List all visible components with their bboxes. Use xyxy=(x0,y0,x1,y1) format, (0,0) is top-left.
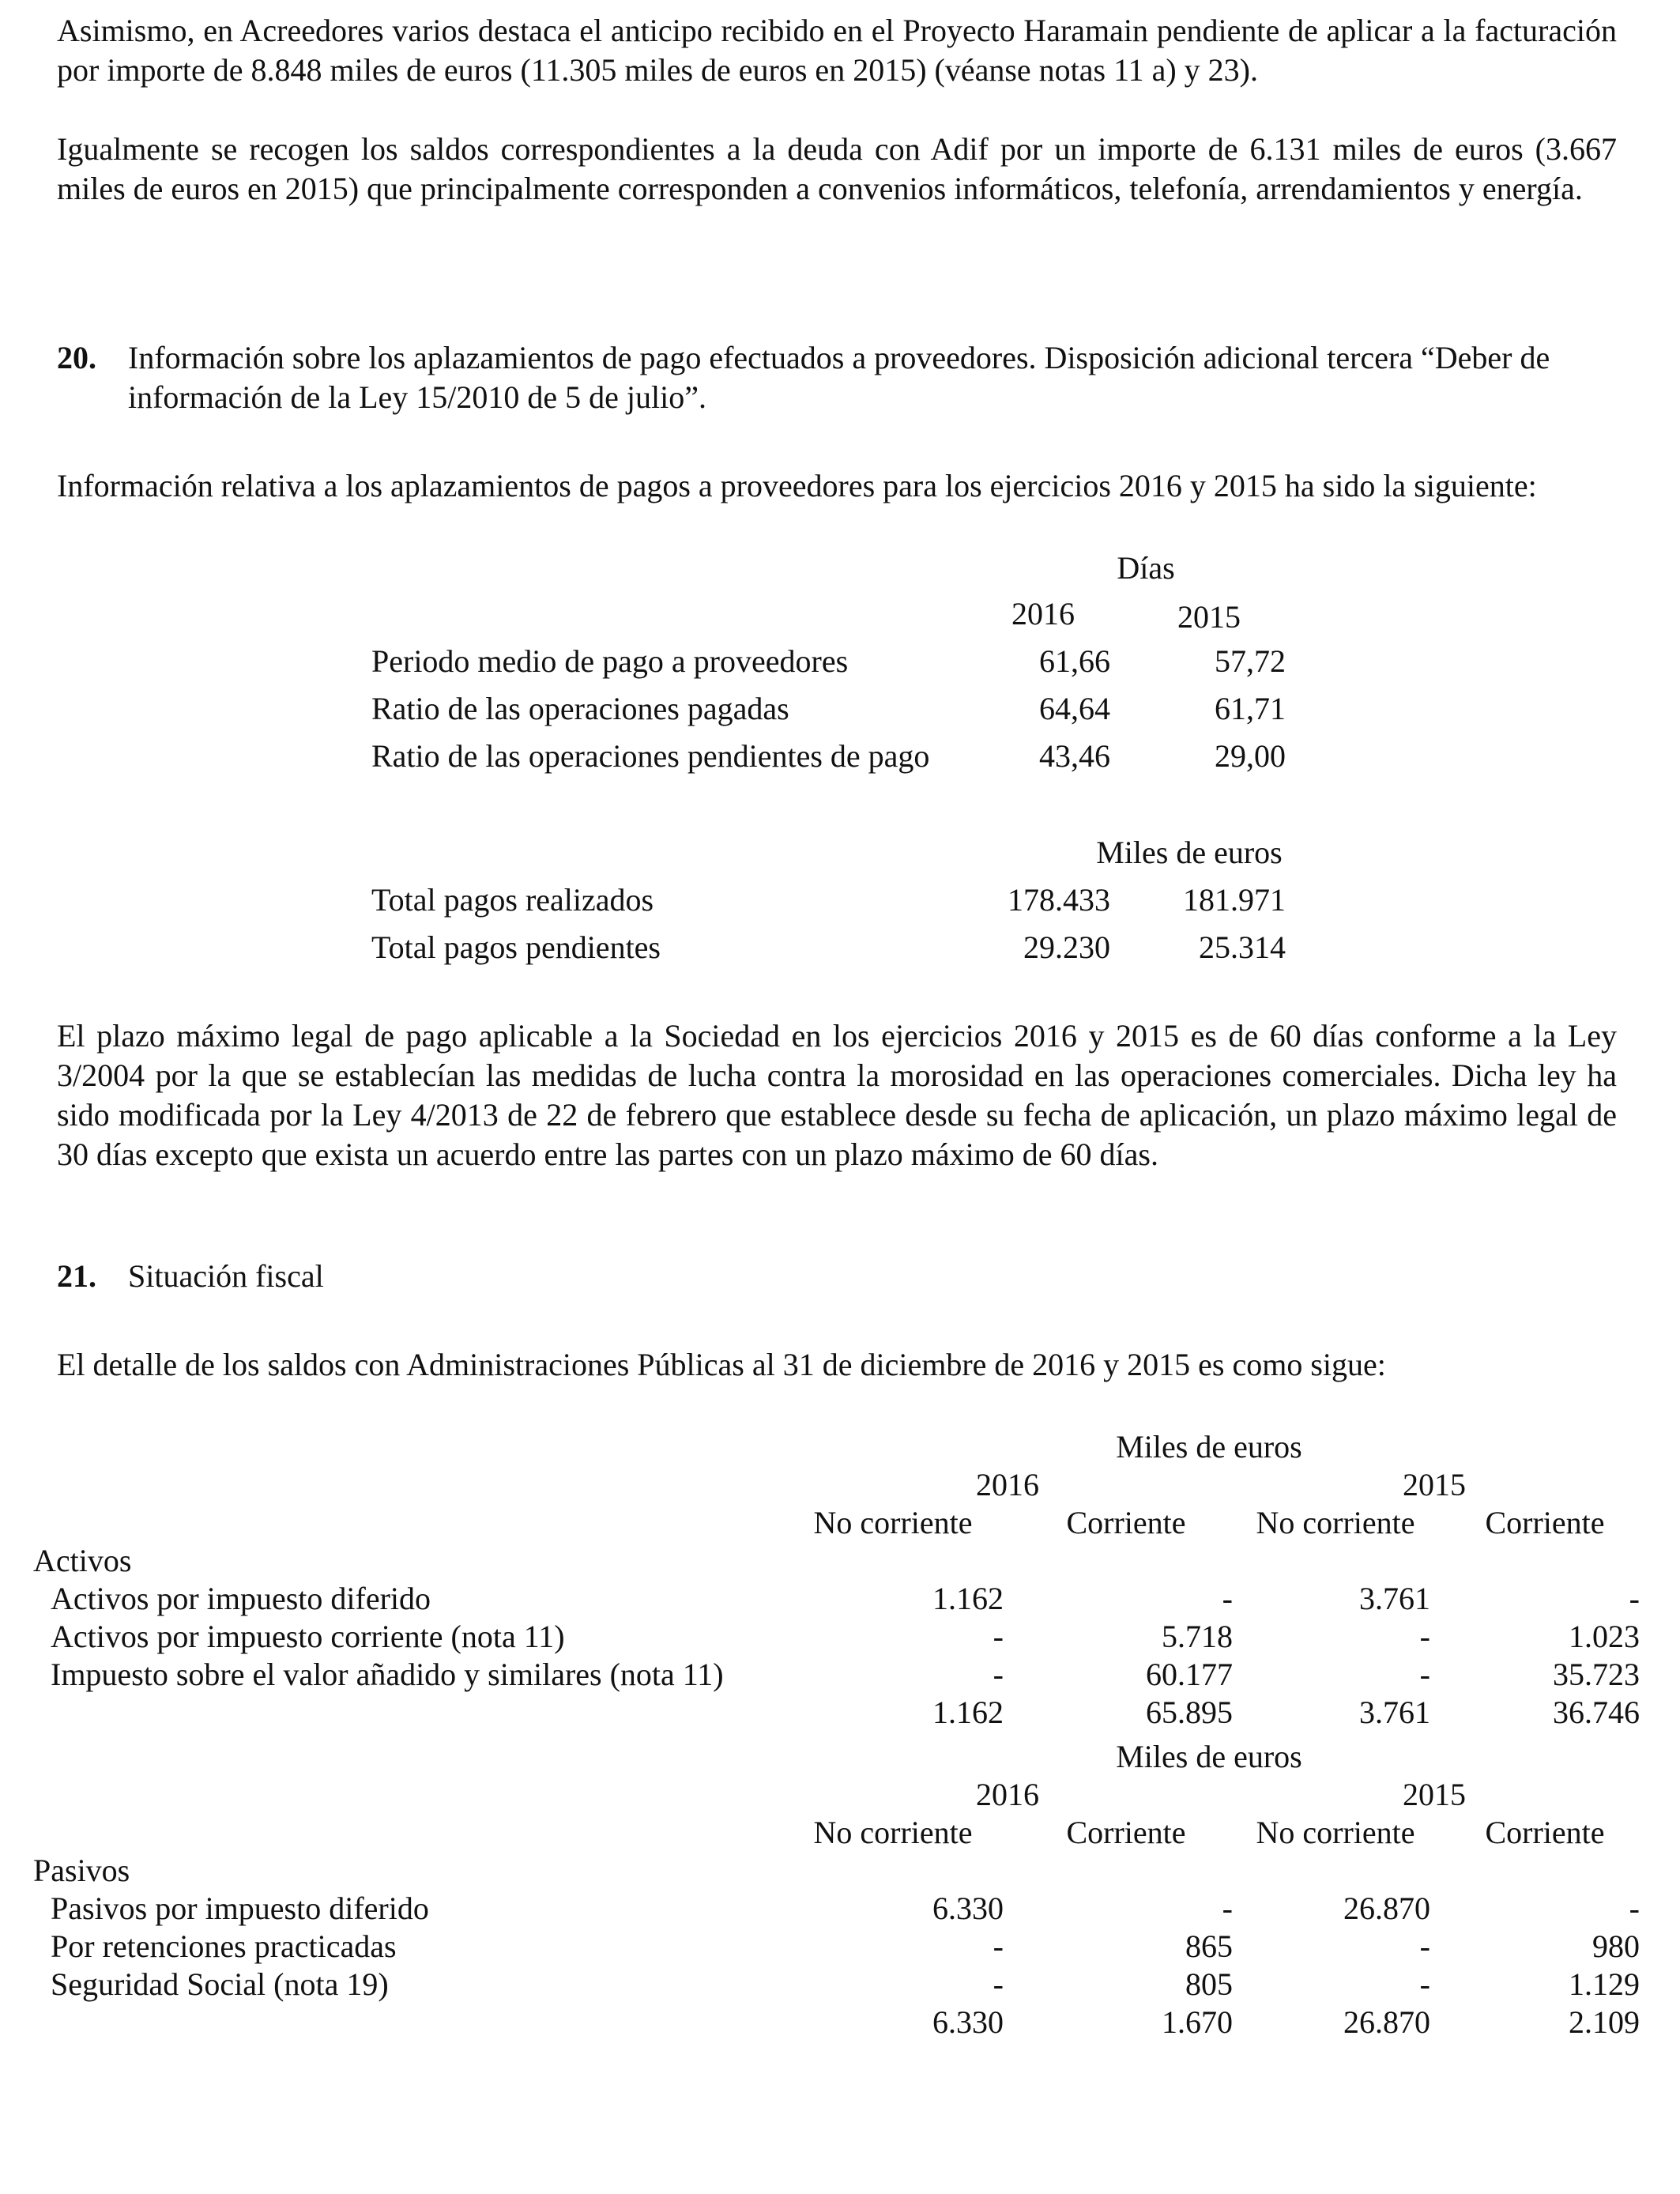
value-no-corriente-2015: - xyxy=(1419,1657,1430,1692)
paragraph-aplazamientos: Información relativa a los aplazamientos de pagos a proveedores para los ejercicios 2016 y 2015 ha sido la siguiente: xyxy=(57,468,1537,503)
total-corriente-2016: 65.895 xyxy=(1146,1695,1233,1730)
section-21-number: 21. xyxy=(57,1258,96,1294)
liabilities-group-label: Pasivos xyxy=(33,1853,130,1888)
value-2016: 64,64 xyxy=(1039,691,1110,726)
value-corriente-2015: - xyxy=(1629,1581,1640,1616)
row-label: Ratio de las operaciones pagadas xyxy=(371,691,789,726)
value-corriente-2016: - xyxy=(1222,1581,1233,1616)
assets-col-no-corriente-2016: No corriente xyxy=(813,1505,973,1540)
liabilities-col-no-corriente-2015: No corriente xyxy=(1256,1815,1415,1850)
total-no-corriente-2016: 6.330 xyxy=(932,2004,1004,2040)
liabilities-col-corriente-2015: Corriente xyxy=(1485,1815,1605,1850)
liabilities-col-no-corriente-2016: No corriente xyxy=(813,1815,973,1850)
total-no-corriente-2015: 3.761 xyxy=(1359,1695,1430,1730)
paragraph-adif: Igualmente se recogen los saldos correspondientes a la deuda con Adif por un importe de 6.131 miles de euros (3.667 miles de euros en 2015) que principalmente corresponden a convenios informáticos, telefonía, arrendamientos y energía. xyxy=(57,131,1617,206)
value-2015: 61,71 xyxy=(1215,691,1286,726)
value-2015: 29,00 xyxy=(1215,738,1286,774)
row-label: Ratio de las operaciones pendientes de pago xyxy=(371,738,930,774)
assets-year-2016: 2016 xyxy=(976,1467,1039,1502)
row-label: Pasivos por impuesto diferido xyxy=(51,1891,429,1926)
value-corriente-2016: 805 xyxy=(1185,1966,1233,2002)
value-no-corriente-2016: - xyxy=(993,1657,1004,1692)
assets-col-corriente-2015: Corriente xyxy=(1485,1505,1605,1540)
value-2015: 25.314 xyxy=(1199,929,1286,965)
dias-unit-header: Días xyxy=(1117,550,1175,586)
liabilities-unit-header: Miles de euros xyxy=(1116,1739,1302,1774)
year-header-2015: 2015 xyxy=(1177,599,1241,635)
section-20-heading xyxy=(57,338,1617,417)
value-corriente-2015: 35.723 xyxy=(1553,1657,1640,1692)
row-label: Seguridad Social (nota 19) xyxy=(51,1966,389,2002)
value-no-corriente-2016: 6.330 xyxy=(932,1891,1004,1926)
value-no-corriente-2016: - xyxy=(993,1966,1004,2002)
value-2016: 178.433 xyxy=(1008,882,1110,918)
value-2016: 61,66 xyxy=(1039,643,1110,679)
assets-col-corriente-2016: Corriente xyxy=(1066,1505,1186,1540)
value-2016: 29.230 xyxy=(1023,929,1110,965)
value-corriente-2015: 1.129 xyxy=(1569,1966,1640,2002)
value-no-corriente-2015: - xyxy=(1419,1619,1430,1654)
year-header-2016: 2016 xyxy=(1011,596,1075,631)
value-2015: 57,72 xyxy=(1215,643,1286,679)
row-label: Total pagos pendientes xyxy=(371,929,661,965)
value-corriente-2015: - xyxy=(1629,1891,1640,1926)
value-corriente-2016: 60.177 xyxy=(1146,1657,1233,1692)
value-corriente-2016: 865 xyxy=(1185,1928,1233,1964)
row-label: Impuesto sobre el valor añadido y similares (nota 11) xyxy=(51,1657,724,1692)
paragraph-acreedores: Asimismo, en Acreedores varios destaca el anticipo recibido en el Proyecto Haramain pendiente de aplicar a la facturación por importe de 8.848 miles de euros (11.305 miles de euros en 2015) (véanse notas 11 a) y 23). xyxy=(57,13,1617,88)
row-label: Activos por impuesto corriente (nota 11) xyxy=(51,1619,565,1654)
value-no-corriente-2016: - xyxy=(993,1928,1004,1964)
section-21-heading xyxy=(57,1257,1617,1296)
value-corriente-2016: 5.718 xyxy=(1162,1619,1233,1654)
value-no-corriente-2015: 3.761 xyxy=(1359,1581,1430,1616)
value-no-corriente-2016: - xyxy=(993,1619,1004,1654)
section-21-title: Situación fiscal xyxy=(128,1258,324,1294)
value-corriente-2015: 980 xyxy=(1592,1928,1640,1964)
value-no-corriente-2016: 1.162 xyxy=(932,1581,1004,1616)
row-label: Por retenciones practicadas xyxy=(51,1928,397,1964)
value-corriente-2015: 1.023 xyxy=(1569,1619,1640,1654)
assets-unit-header: Miles de euros xyxy=(1116,1429,1302,1465)
paragraph-administraciones: El detalle de los saldos con Administraciones Públicas al 31 de diciembre de 2016 y 2015 es como sigue: xyxy=(57,1347,1386,1382)
total-no-corriente-2015: 26.870 xyxy=(1343,2004,1430,2040)
row-label: Activos por impuesto diferido xyxy=(51,1581,431,1616)
value-no-corriente-2015: - xyxy=(1419,1966,1430,2002)
paragraph-plazo-maximo: El plazo máximo legal de pago aplicable a la Sociedad en los ejercicios 2016 y 2015 es de 60 días conforme a la Ley 3/2004 por la que se establecían las medidas de lucha contra la morosidad en las operaciones comerciales. Dicha ley ha sido modificada por la Ley 4/2013 de 22 de febrero que establece desde su fecha de aplicación, un plazo máximo legal de 30 días excepto que exista un acuerdo entre las partes con un plazo máximo de 60 días. xyxy=(57,1018,1617,1172)
value-2015: 181.971 xyxy=(1183,882,1286,918)
section-20-number: 20. xyxy=(57,340,96,375)
row-label: Total pagos realizados xyxy=(371,882,654,918)
value-corriente-2016: - xyxy=(1222,1891,1233,1926)
total-corriente-2016: 1.670 xyxy=(1162,2004,1233,2040)
value-no-corriente-2015: 26.870 xyxy=(1343,1891,1430,1926)
total-corriente-2015: 2.109 xyxy=(1569,2004,1640,2040)
assets-group-label: Activos xyxy=(33,1543,132,1578)
liabilities-year-2016: 2016 xyxy=(976,1777,1039,1812)
row-label: Periodo medio de pago a proveedores xyxy=(371,643,849,679)
liabilities-year-2015: 2015 xyxy=(1403,1777,1466,1812)
value-2016: 43,46 xyxy=(1039,738,1110,774)
liabilities-col-corriente-2016: Corriente xyxy=(1066,1815,1186,1850)
assets-col-no-corriente-2015: No corriente xyxy=(1256,1505,1415,1540)
value-no-corriente-2015: - xyxy=(1419,1928,1430,1964)
total-corriente-2015: 36.746 xyxy=(1553,1695,1640,1730)
total-no-corriente-2016: 1.162 xyxy=(932,1695,1004,1730)
assets-year-2015: 2015 xyxy=(1403,1467,1466,1502)
miles-unit-header: Miles de euros xyxy=(1096,835,1283,870)
section-20-title: Información sobre los aplazamientos de pago efectuados a proveedores. Disposición adicional tercera “Deber de información de la Ley 15/2010 de 5 de julio”. xyxy=(128,340,1550,415)
